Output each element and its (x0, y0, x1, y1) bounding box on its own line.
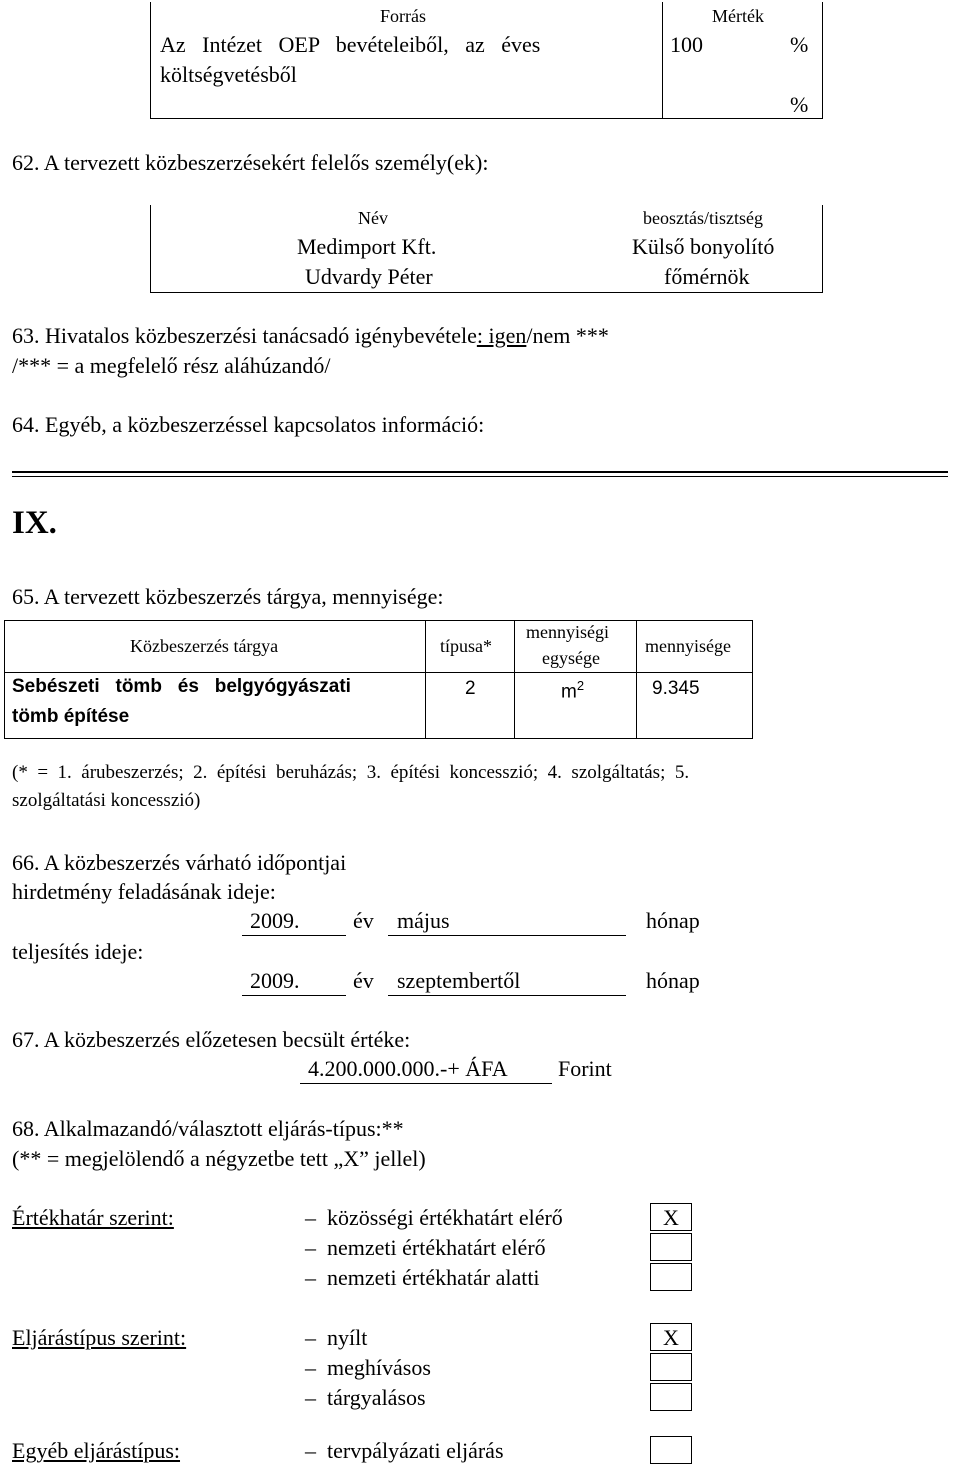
section-heading: IX. (12, 505, 57, 541)
section-62-title: 62. A tervezett közbeszerzésekért felelős személy(ek): (12, 150, 489, 175)
source-text-line1: Az Intézet OEP bevételeiből, az éves (160, 32, 541, 57)
option-label: – nemzeti értékhatár alatti (305, 1265, 540, 1290)
fill-line (12, 471, 948, 473)
option-checkbox[interactable] (650, 1263, 692, 1291)
section-68-title: 68. Alkalmazandó/választott eljárás-típus:** (12, 1116, 404, 1141)
person-position: Külső bonyolító (632, 234, 775, 259)
section-68-note: (** = megjelölendő a négyzetbe tett „X” jellel) (12, 1146, 426, 1171)
subject-quantity: 9.345 (652, 678, 700, 699)
notice-label: hirdetmény feladásának ideje: (12, 879, 276, 904)
person-name: Udvardy Péter (305, 264, 433, 289)
notice-year-word: év (353, 908, 374, 933)
col-position-header: beosztás/tisztség (643, 208, 763, 228)
person-name: Medimport Kft. (297, 234, 437, 259)
estimated-currency: Forint (558, 1056, 612, 1081)
option-label: – meghívásos (305, 1355, 431, 1380)
section-67-title: 67. A közbeszerzés előzetesen becsült értéke: (12, 1027, 411, 1052)
section-63-underlined: : igen (476, 323, 527, 348)
section-63-line2: /*** = a megfelelő rész aláhúzandó/ (12, 353, 331, 378)
notice-year: 2009. (250, 908, 300, 933)
fill-line-2 (12, 476, 948, 477)
option-checkbox[interactable] (650, 1436, 692, 1464)
col-type-header: típusa* (440, 636, 492, 656)
group-label: Eljárástípus szerint: (12, 1325, 187, 1350)
person-position: főmérnök (664, 264, 750, 289)
source-unit: % (790, 32, 809, 57)
subject-line1: Sebészeti tömb és belgyógyászati (12, 676, 351, 697)
subject-line2: tömb építése (12, 706, 130, 727)
source-value: 100 (670, 32, 703, 57)
section-63-suffix: /nem *** (526, 323, 609, 348)
unit-base: m (561, 681, 577, 703)
notice-month-word: hónap (646, 908, 700, 933)
subject-unit (561, 678, 584, 703)
group-label: Értékhatár szerint: (12, 1205, 174, 1230)
option-checkbox[interactable]: X (650, 1203, 692, 1231)
fulfil-month: szeptembertől (397, 968, 521, 993)
fulfil-label: teljesítés ideje: (12, 939, 144, 964)
col-name-header: Név (358, 208, 388, 228)
col-quantity-header: mennyisége (645, 636, 731, 656)
type-note-line2: szolgáltatási koncesszió) (12, 790, 201, 811)
fulfil-year-word: év (353, 968, 374, 993)
estimated-value: 4.200.000.000.-+ ÁFA (308, 1056, 508, 1081)
header-measure: Mérték (712, 6, 764, 26)
unit-sup: 2 (576, 678, 585, 693)
option-label: – tervpályázati eljárás (305, 1438, 504, 1463)
option-checkbox[interactable] (650, 1353, 692, 1381)
option-checkbox[interactable]: X (650, 1323, 692, 1351)
section-65-title: 65. A tervezett közbeszerzés tárgya, mennyisége: (12, 584, 444, 609)
option-label: – közösségi értékhatárt elérő (305, 1205, 563, 1230)
option-checkbox[interactable] (650, 1233, 692, 1261)
header-source: Forrás (380, 6, 426, 26)
option-label: – nemzeti értékhatárt elérő (305, 1235, 546, 1260)
section-64-title: 64. Egyéb, a közbeszerzéssel kapcsolatos információ: (12, 412, 485, 437)
option-label: – nyílt (305, 1325, 368, 1350)
section-63-prefix: 63. Hivatalos közbeszerzési tanácsadó igénybevétele (12, 323, 477, 348)
section-63-line1 (12, 323, 609, 349)
col-unit-header-line2: egysége (542, 648, 600, 668)
source-unit-2: % (790, 92, 809, 117)
source-text-line2: költségvetésből (160, 62, 297, 87)
fulfil-year: 2009. (250, 968, 300, 993)
col-unit-header-line1: mennyiségi (526, 622, 609, 642)
notice-month: május (397, 908, 450, 933)
group-label: Egyéb eljárástípus: (12, 1438, 181, 1463)
option-checkbox[interactable] (650, 1383, 692, 1411)
type-note-line1: (* = 1. árubeszerzés; 2. építési beruházás; 3. építési koncesszió; 4. szolgáltatás; 5. (12, 762, 690, 783)
section-66-title: 66. A közbeszerzés várható időpontjai (12, 850, 347, 875)
subject-type: 2 (465, 678, 476, 699)
col-subject-header: Közbeszerzés tárgya (130, 636, 279, 656)
option-label: – tárgyalásos (305, 1385, 426, 1410)
fulfil-month-word: hónap (646, 968, 700, 993)
